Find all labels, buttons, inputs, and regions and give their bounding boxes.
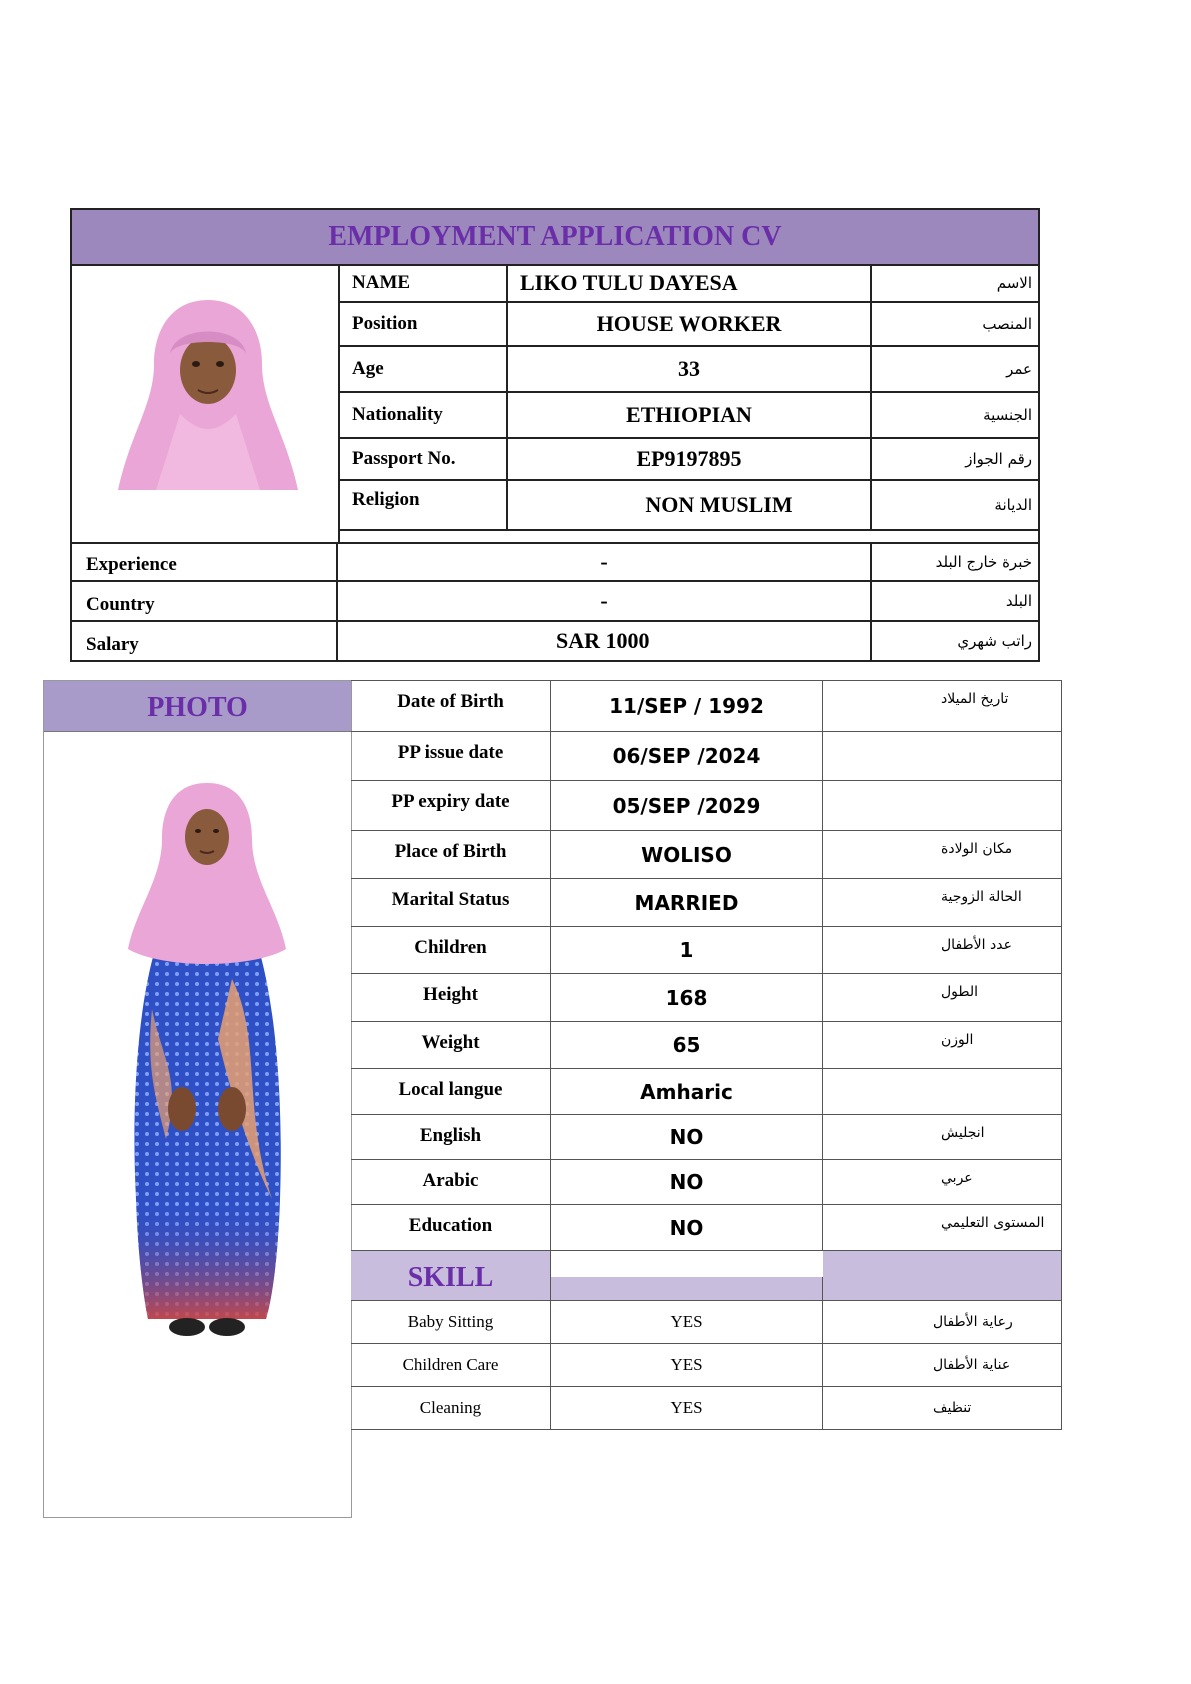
label-english: English (351, 1115, 551, 1159)
label-pp-expiry: PP expiry date (351, 781, 551, 830)
value-marital-status: MARRIED (551, 879, 823, 926)
row-local-language (351, 1069, 1061, 1115)
label-dob: Date of Birth (351, 681, 551, 731)
label-pp-issue: PP issue date (351, 732, 551, 780)
skill-title: SKILL (351, 1251, 551, 1300)
row-english (351, 1115, 1061, 1160)
row-nationality (338, 393, 1038, 439)
label-children: Children (351, 927, 551, 973)
photo-title: PHOTO (44, 681, 351, 732)
row-weight (351, 1022, 1061, 1069)
row-skill-cleaning (351, 1387, 1061, 1430)
row-place-of-birth (351, 831, 1061, 879)
row-pp-issue (351, 732, 1061, 781)
row-religion (338, 481, 1038, 531)
label-education: Education (351, 1205, 551, 1250)
value-local-language: Amharic (551, 1069, 823, 1114)
value-skill-children-care: YES (551, 1344, 823, 1386)
label-age: Age (338, 347, 508, 391)
value-nationality: ETHIOPIAN (508, 393, 872, 437)
cv-title: EMPLOYMENT APPLICATION CV (72, 210, 1038, 266)
value-pp-expiry: 05/SEP /2029 (551, 781, 823, 830)
arabic-marital-status: الحالة الزوجية (941, 889, 1022, 905)
label-religion: Religion (338, 481, 508, 529)
row-position (338, 303, 1038, 347)
value-children: 1 (551, 927, 823, 973)
photo-panel (43, 680, 352, 1518)
row-name (338, 264, 1038, 303)
label-place-of-birth: Place of Birth (351, 831, 551, 878)
value-skill-cleaning: YES (551, 1387, 823, 1429)
details-table (351, 680, 1062, 1430)
label-skill-baby-sitting: Baby Sitting (351, 1301, 551, 1343)
arabic-religion: الديانة (994, 496, 1032, 514)
row-passport (338, 439, 1038, 481)
arabic-salary: راتب شهري (957, 632, 1032, 650)
row-dob (351, 681, 1061, 732)
label-experience: Experience (72, 544, 338, 580)
arabic-education: المستوى التعليمي (941, 1215, 1045, 1231)
label-position: Position (338, 303, 508, 345)
row-pp-expiry (351, 781, 1061, 831)
arabic-height: الطول (941, 984, 979, 1000)
arabic-age: عمر (1006, 360, 1032, 378)
arabic-dob: تاريخ الميلاد (941, 691, 1009, 707)
arabic-pp-expiry (823, 781, 1061, 830)
label-marital-status: Marital Status (351, 879, 551, 926)
value-passport: EP9197895 (508, 439, 872, 479)
value-arabic: NO (551, 1160, 823, 1204)
label-name: NAME (338, 264, 508, 301)
skill-header-row (351, 1251, 1061, 1301)
skill-header-fill (551, 1277, 823, 1300)
arabic-children: عدد الأطفال (941, 937, 1012, 953)
arabic-skill-cleaning: تنظيف (933, 1400, 972, 1416)
row-age (338, 347, 1038, 393)
row-skill-baby-sitting (351, 1301, 1061, 1344)
value-place-of-birth: WOLISO (551, 831, 823, 878)
row-arabic (351, 1160, 1061, 1205)
value-age: 33 (508, 347, 872, 391)
label-nationality: Nationality (338, 393, 508, 437)
arabic-pp-issue (823, 732, 1061, 780)
value-height: 168 (551, 974, 823, 1021)
portrait-photo-cell (72, 264, 340, 542)
value-experience: - (338, 544, 872, 580)
arabic-nationality: الجنسية (983, 406, 1032, 424)
arabic-weight: الوزن (941, 1032, 974, 1048)
arabic-name: الاسم (996, 273, 1032, 292)
arabic-english: انجليش (941, 1125, 985, 1141)
value-salary: SAR 1000 (338, 622, 872, 660)
value-education: NO (551, 1205, 823, 1250)
skill-header-fill-right (823, 1251, 1061, 1300)
row-salary (72, 622, 1038, 660)
row-marital-status (351, 879, 1061, 927)
row-skill-children-care (351, 1344, 1061, 1387)
full-body-photo (122, 779, 292, 1351)
label-local-language: Local langue (351, 1069, 551, 1114)
value-position: HOUSE WORKER (508, 303, 872, 345)
label-country: Country (72, 582, 338, 620)
arabic-country: البلد (1005, 592, 1032, 610)
label-weight: Weight (351, 1022, 551, 1068)
value-skill-baby-sitting: YES (551, 1301, 823, 1343)
cv-summary-table (70, 208, 1040, 662)
label-arabic: Arabic (351, 1160, 551, 1204)
row-country (72, 582, 1038, 622)
value-weight: 65 (551, 1022, 823, 1068)
value-name: LIKO TULU DAYESA (508, 264, 872, 301)
value-dob: 11/SEP / 1992 (551, 681, 823, 731)
arabic-position: المنصب (982, 315, 1032, 333)
arabic-skill-baby-sitting: رعاية الأطفال (933, 1314, 1013, 1330)
row-height (351, 974, 1061, 1022)
arabic-passport: رقم الجواز (965, 450, 1032, 468)
label-skill-children-care: Children Care (351, 1344, 551, 1386)
arabic-local-language (823, 1069, 1061, 1114)
label-salary: Salary (72, 622, 338, 660)
portrait-photo (110, 294, 306, 490)
arabic-skill-children-care: عناية الأطفال (933, 1357, 1011, 1373)
label-passport: Passport No. (338, 439, 508, 479)
value-religion: NON MUSLIM (508, 481, 872, 529)
row-children (351, 927, 1061, 974)
label-skill-cleaning: Cleaning (351, 1387, 551, 1429)
arabic-arabic: عربي (941, 1170, 973, 1186)
row-experience (72, 542, 1038, 582)
arabic-experience: خبرة خارج البلد (935, 553, 1032, 571)
value-country: - (338, 582, 872, 620)
value-pp-issue: 06/SEP /2024 (551, 732, 823, 780)
label-height: Height (351, 974, 551, 1021)
row-education (351, 1205, 1061, 1251)
value-english: NO (551, 1115, 823, 1159)
arabic-place-of-birth: مكان الولادة (941, 841, 1013, 857)
